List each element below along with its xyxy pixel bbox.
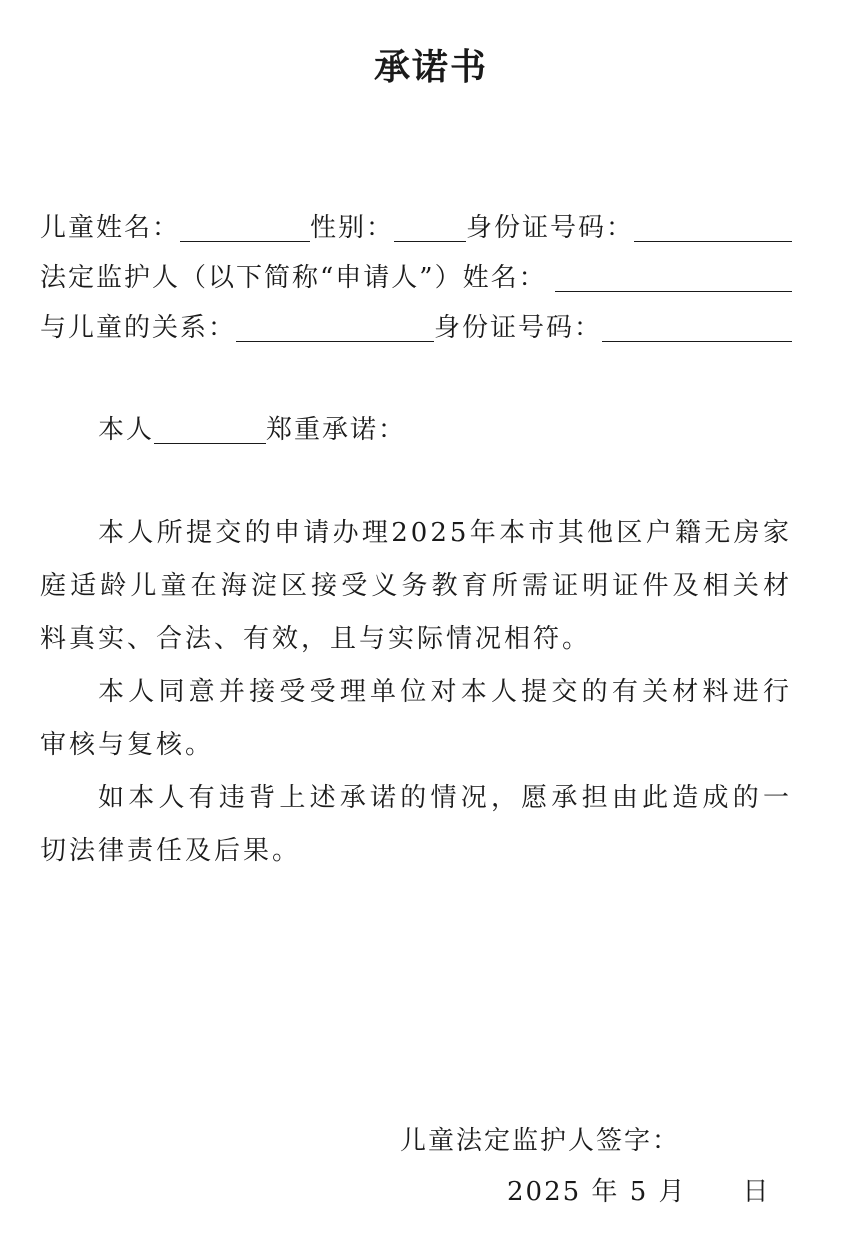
signature-date: 2025 年 5 月 日	[507, 1177, 771, 1207]
signature-label: 儿童法定监护人签字：	[400, 1126, 681, 1156]
paragraph-2: 本人同意并接受受理单位对本人提交的有关材料进行审核与复核。	[40, 677, 792, 760]
child-info-row	[40, 206, 792, 250]
relation-field[interactable]	[236, 341, 434, 342]
child-name-field[interactable]	[180, 241, 310, 242]
id-number-label: 身份证号码：	[466, 213, 635, 243]
guardian-name-field[interactable]	[555, 291, 792, 292]
gender-field[interactable]	[394, 241, 466, 242]
pledge-row	[98, 408, 498, 452]
pledge-name-field[interactable]	[154, 443, 266, 444]
guardian-info-row	[40, 256, 792, 300]
relation-info-row	[40, 306, 792, 350]
child-name-label: 儿童姓名：	[40, 213, 181, 243]
paragraph-1: 本人所提交的申请办理2025年本市其他区户籍无房家庭适龄儿童在海淀区接受义务教育所需证明证件及相关材料真实、合法、有效，且与实际情况相符。	[40, 518, 792, 654]
child-id-field[interactable]	[634, 241, 792, 242]
guardian-name-label: 法定监护人（以下简称“申请人”）姓名：	[40, 263, 547, 293]
relation-label: 与儿童的关系：	[40, 313, 237, 343]
document-title: 承诺书	[373, 46, 488, 88]
guardian-id-field[interactable]	[602, 341, 792, 342]
guardian-id-label: 身份证号码：	[434, 313, 603, 343]
pledge-suffix: 郑重承诺：	[266, 415, 407, 445]
paragraph-3: 如本人有违背上述承诺的情况，愿承担由此造成的一切法律责任及后果。	[40, 783, 792, 866]
gender-label: 性别：	[310, 213, 395, 243]
pledge-prefix: 本人	[98, 415, 155, 445]
